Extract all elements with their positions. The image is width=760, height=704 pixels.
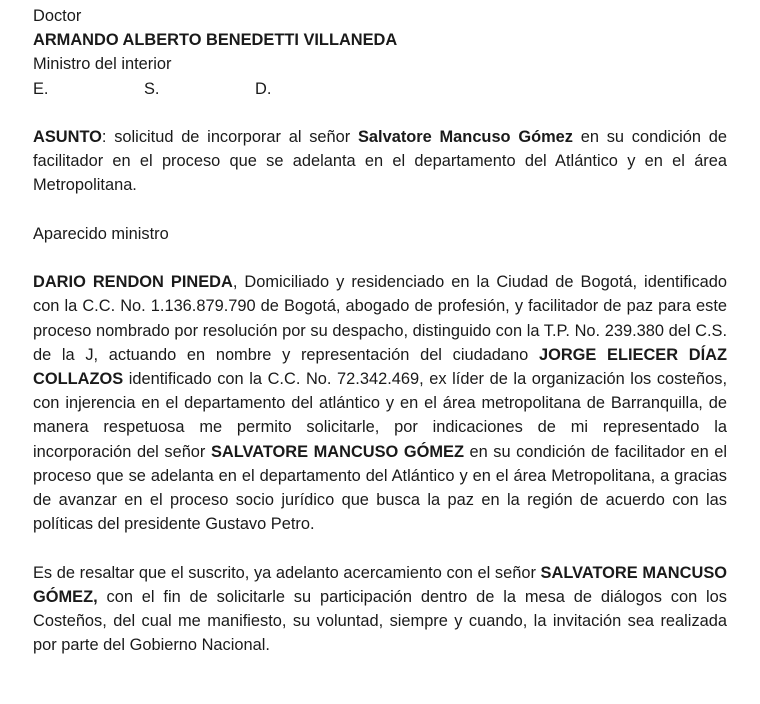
recipient-title: Ministro del interior <box>33 55 172 74</box>
closing-subject-name: SALVATORE MANCUSO GÓMEZ, <box>33 563 727 606</box>
spacer <box>33 246 727 270</box>
body-text-2: identificado con la C.C. No. 72.342.469, ex líder de la organización los costeños, con injerencia en el departamento del atlántico y en el área metropolitana de Barranquilla, de manera respetuosa me permito solicitarle, por indicaciones de mi representado la incorporación del señor <box>33 370 727 461</box>
esd-e: E. <box>33 79 49 98</box>
asunto-text-2: en su condición de facilitador en el proceso que se adelanta en el departamento del Atlántico y en el área Metropolitana. <box>33 128 727 195</box>
closing-text-1: Es de resaltar que el suscrito, ya adelanto acercamiento con el señor <box>33 563 541 582</box>
asunto-paragraph <box>33 125 727 198</box>
salutation: Doctor <box>33 7 82 25</box>
spacer <box>33 101 727 125</box>
closing-paragraph <box>33 561 727 658</box>
letter-document <box>33 4 727 657</box>
spacer <box>33 198 727 222</box>
body-text-3: en su condición de facilitador en el proceso que se adelanta en el departamento del Atlántico y en el área Metropolitana, a gracias de avanzar en el proceso socio jurídico que busca la paz en la región de acuerdo con las políticas del presidente Gustavo Petro. <box>33 442 727 534</box>
represented-name: JORGE ELIECER DÍAZ COLLAZOS <box>33 345 727 388</box>
closing-text-2: con el fin de solicitarle su participación dentro de la mesa de diálogos con los Costeños, del cual me manifiesto, su voluntad, siempre y cuando, la invitación sea realizada por parte del Gobierno Nacional. <box>33 587 727 655</box>
body-paragraph <box>33 270 727 536</box>
asunto-label: ASUNTO <box>33 128 102 146</box>
esd-d: D. <box>255 79 272 98</box>
body-text-1: , Domiciliado y residenciado en la Ciudad de Bogotá, identificado con la C.C. No. 1.136.879.790 de Bogotá, abogado de profesión, y facilitador de paz para este proceso nombrado por resolución por su despacho, distinguido con la T.P. No. 239.380 del C.S. de la J, actuando en nombre y representación del ciudadano <box>33 273 727 364</box>
sender-name: DARIO RENDON PINEDA <box>33 273 233 292</box>
body-subject-name: SALVATORE MANCUSO GÓMEZ <box>210 442 464 461</box>
greeting: Aparecido ministro <box>33 224 169 243</box>
spacer <box>33 536 727 560</box>
asunto-text-1: : solicitud de incorporar al señor <box>101 128 358 146</box>
esd-line <box>33 77 727 101</box>
asunto-subject-name: Salvatore Mancuso Gómez <box>357 128 573 146</box>
recipient-name: ARMANDO ALBERTO BENEDETTI VILLANEDA <box>33 31 398 50</box>
esd-s: S. <box>144 79 160 98</box>
